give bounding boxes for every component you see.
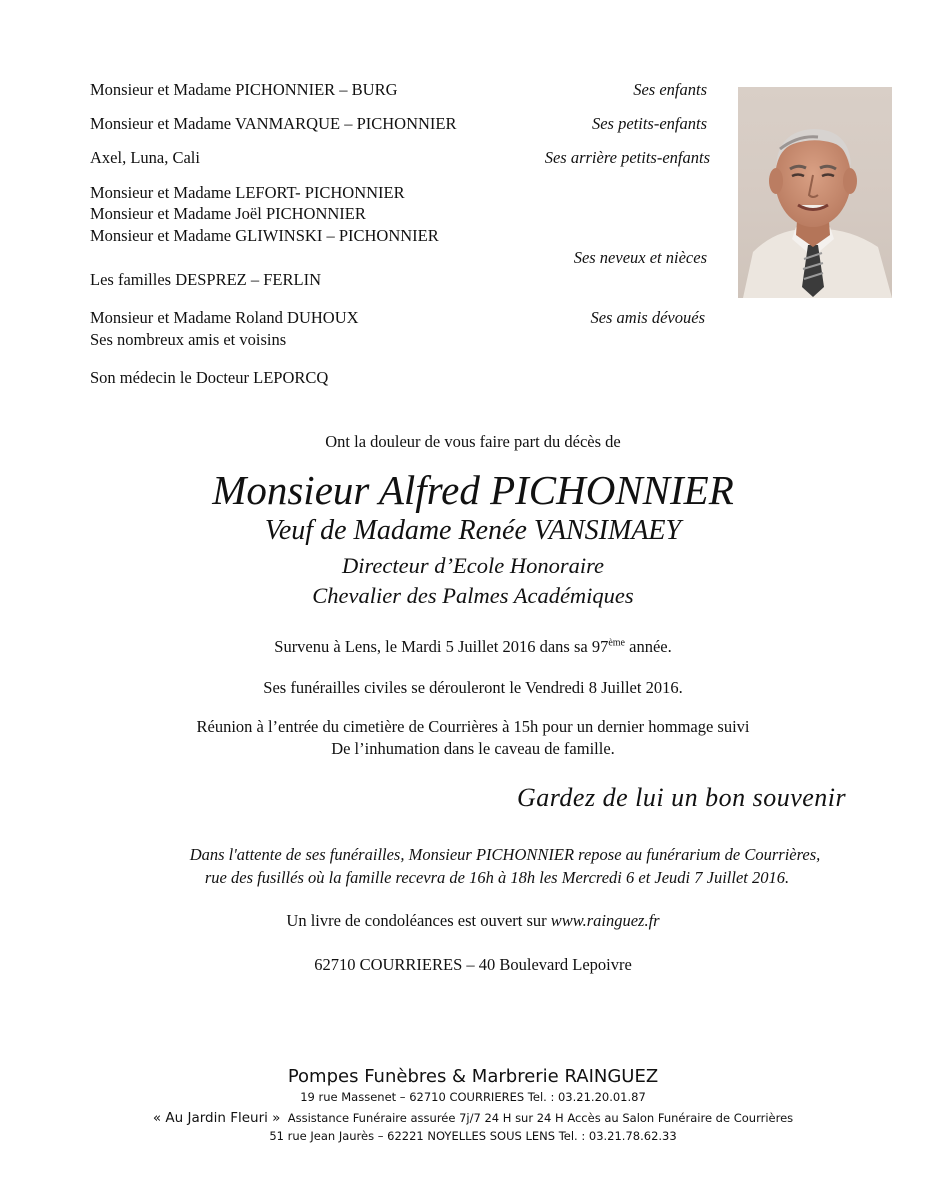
- family-relation: Ses enfants: [633, 80, 707, 99]
- condolence-text: Un livre de condoléances est ouvert sur: [286, 911, 551, 930]
- family-name: Monsieur et Madame Joël PICHONNIER: [90, 204, 366, 223]
- family-name: Monsieur et Madame Roland DUHOUX: [90, 308, 359, 327]
- company-services: [0, 1110, 946, 1126]
- family-name: Son médecin le Docteur LEPORCQ: [90, 368, 329, 387]
- death-notice-text: Survenu à Lens, le Mardi 5 Juillet 2016 dans sa 97: [274, 637, 609, 656]
- meeting-info: De l’inhumation dans le caveau de famille.: [331, 739, 615, 758]
- family-name: Les familles DESPREZ – FERLIN: [90, 270, 321, 289]
- company-name: Pompes Funèbres & Marbrerie RAINGUEZ: [287, 1066, 659, 1087]
- family-name: Ses nombreux amis et voisins: [90, 330, 287, 349]
- portrait-image: [738, 87, 892, 298]
- address: 62710 COURRIERES – 40 Boulevard Lepoivre: [314, 955, 632, 974]
- company-address: 19 rue Massenet – 62710 COURRIERES Tel. : 03.21.20.01.87: [300, 1090, 646, 1104]
- condolence-link[interactable]: www.rainguez.fr: [550, 911, 660, 930]
- honorary-title: Chevalier des Palmes Académiques: [312, 583, 634, 608]
- family-relation: Ses arrière petits-enfants: [544, 148, 710, 167]
- family-relation: Ses neveux et nièces: [573, 248, 707, 267]
- company-address: 51 rue Jean Jaurès – 62221 NOYELLES SOUS LENS Tel. : 03.21.78.62.33: [269, 1129, 677, 1143]
- honorary-title: Directeur d’Ecole Honoraire: [341, 553, 604, 578]
- memorial-motto: Gardez de lui un bon souvenir: [517, 783, 847, 812]
- wake-info: rue des fusillés où la famille recevra de 16h à 18h les Mercredi 6 et Jeudi 7 Juillet 2016.: [204, 868, 790, 887]
- family-relation: Ses amis dévoués: [590, 308, 705, 327]
- condolence-info: [0, 911, 946, 931]
- wake-info: Dans l'attente de ses funérailles, Monsieur PICHONNIER repose au funérarium de Courrières,: [189, 845, 821, 864]
- death-notice-end: année.: [625, 637, 672, 656]
- meeting-info: Réunion à l’entrée du cimetière de Courrières à 15h pour un dernier hommage suivi: [196, 717, 750, 736]
- deceased-name: Monsieur Alfred PICHONNIER: [212, 467, 734, 513]
- family-relation: Ses petits-enfants: [591, 114, 707, 133]
- family-name: Axel, Luna, Cali: [90, 148, 200, 167]
- widower-of: Veuf de Madame Renée VANSIMAEY: [264, 515, 682, 546]
- family-name: Monsieur et Madame VANMARQUE – PICHONNIER: [90, 114, 457, 133]
- services-text: Assistance Funéraire assurée 7j/7 24 H sur 24 H Accès au Salon Funéraire de Courrières: [287, 1111, 794, 1125]
- garden-name: « Au Jardin Fleuri »: [152, 1110, 281, 1126]
- announcement-intro: Ont la douleur de vous faire part du décès de: [325, 432, 621, 451]
- portrait-photo: [738, 87, 892, 298]
- family-name: Monsieur et Madame LEFORT- PICHONNIER: [90, 183, 405, 202]
- family-name: Monsieur et Madame GLIWINSKI – PICHONNIER: [90, 226, 439, 245]
- death-notice-sup: ème: [608, 637, 625, 649]
- death-notice: [0, 637, 946, 657]
- funeral-date: Ses funérailles civiles se dérouleront le Vendredi 8 Juillet 2016.: [263, 678, 683, 697]
- family-name: Monsieur et Madame PICHONNIER – BURG: [90, 80, 398, 99]
